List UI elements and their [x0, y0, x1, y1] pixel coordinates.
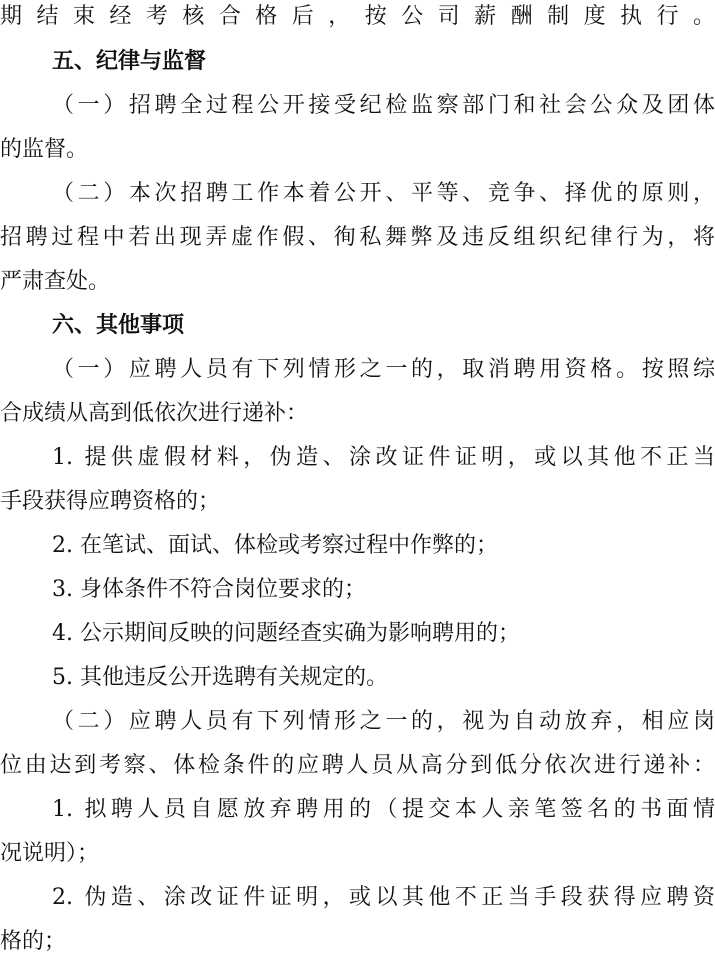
- list-item: 5. 其他违反公开选聘有关规定的。: [52, 665, 388, 690]
- text-line: 招聘过程中若出现弄虚作假、徇私舞弊及违反组织纪律行为，将: [0, 225, 715, 250]
- text-line: （二）本次招聘工作本着公开、平等、竞争、择优的原则，: [52, 181, 715, 206]
- list-item: 1. 提供虚假材料，伪造、涂改证件证明，或以其他不正当: [52, 445, 715, 470]
- text-line: 合成绩从高到低依次进行递补：: [0, 401, 309, 426]
- text-line: 格的；: [0, 929, 67, 954]
- text-line: （一）招聘全过程公开接受纪检监察部门和社会公众及团体: [52, 93, 715, 118]
- text-line: 期结束经考核合格后，按公司薪酬制度执行。: [0, 4, 715, 29]
- list-item: 1. 拟聘人员自愿放弃聘用的（提交本人亲笔签名的书面情: [52, 797, 715, 822]
- text-line: 手段获得应聘资格的；: [0, 489, 221, 514]
- text-line: 况说明）；: [0, 841, 100, 866]
- list-item: 3. 身体条件不符合岗位要求的；: [52, 577, 366, 602]
- list-item: 2. 伪造、涂改证件证明，或以其他不正当手段获得应聘资: [52, 885, 715, 910]
- text-line: （二）应聘人员有下列情形之一的，视为自动放弃，相应岗: [52, 709, 715, 734]
- section-heading-discipline: 五、纪律与监督: [52, 49, 207, 74]
- list-item: 4. 公示期间反映的问题经查实确为影响聘用的；: [52, 621, 520, 646]
- text-line: （一）应聘人员有下列情形之一的，取消聘用资格。按照综: [52, 357, 715, 382]
- text-line: 严肃查处。: [0, 269, 111, 294]
- text-line: 位由达到考察、体检条件的应聘人员从高分到低分依次进行递补：: [0, 753, 715, 778]
- text-line: 的监督。: [0, 137, 89, 162]
- section-heading-other-matters: 六、其他事项: [52, 313, 185, 338]
- list-item: 2. 在笔试、面试、体检或考察过程中作弊的；: [52, 533, 498, 558]
